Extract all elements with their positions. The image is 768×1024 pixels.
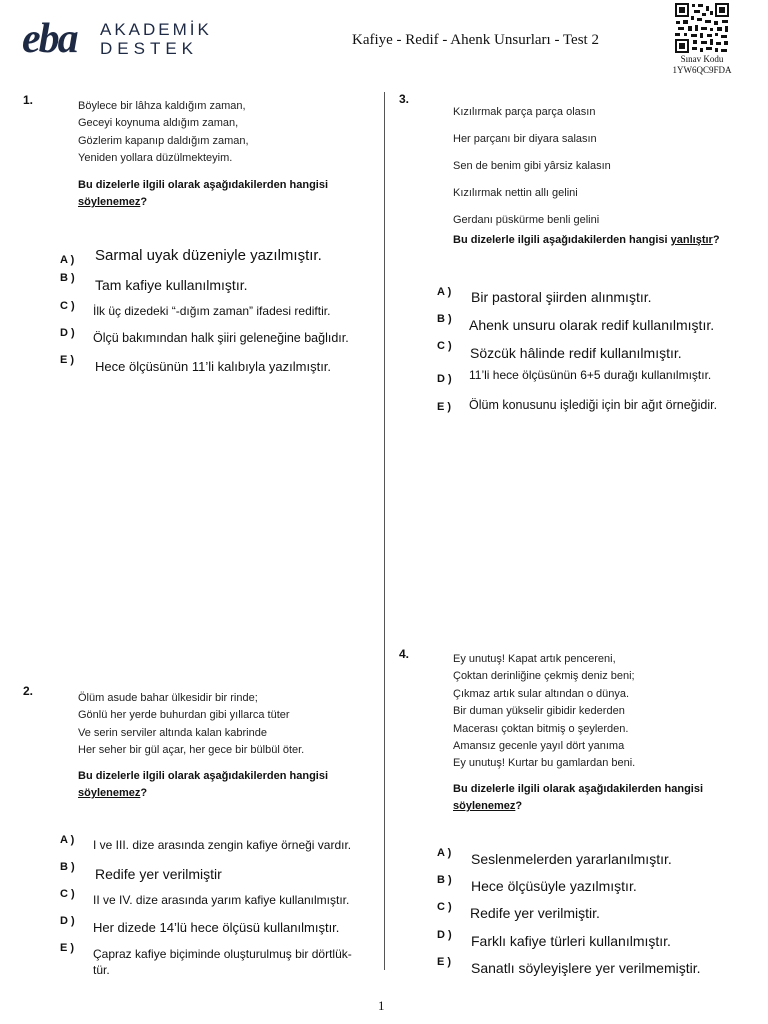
option-letter-d[interactable]: D ) bbox=[60, 327, 75, 339]
stem-line: Her parçanı bir diyara salasın bbox=[453, 133, 597, 145]
stem-line: Macerası çoktan bitmiş o şeylerden. bbox=[453, 722, 629, 735]
stem-line: Her seher bir gül açar, her gece bir bülbül öter. bbox=[78, 744, 305, 757]
option-letter-b[interactable]: B ) bbox=[437, 874, 452, 886]
stem-line: Sen de benim gibi yârsiz kalasın bbox=[453, 160, 611, 172]
option-c-text[interactable]: İlk üç dizedeki “-dığım zaman” ifadesi rediftir. bbox=[93, 304, 331, 318]
question-prompt: Bu dizelerle ilgili olarak aşağıdakilerden hangisi söylenemez? bbox=[78, 179, 329, 208]
option-letter-c[interactable]: C ) bbox=[60, 300, 75, 312]
question-number: 2. bbox=[23, 684, 34, 698]
qr-code-icon bbox=[674, 2, 730, 54]
stem-line: Gözlerim kapanıp daldığım zaman, bbox=[78, 134, 249, 147]
option-letter-e[interactable]: E ) bbox=[60, 354, 75, 366]
option-d-text[interactable]: Ölçü bakımından halk şiiri geleneğine bağlıdır. bbox=[93, 331, 349, 345]
stem-line: Çıkmaz artık sular altından o dünya. bbox=[453, 687, 630, 700]
option-b-text[interactable]: Redife yer verilmiştir bbox=[95, 866, 222, 882]
question-number: 1. bbox=[23, 93, 34, 107]
option-letter-e[interactable]: E ) bbox=[437, 401, 452, 413]
option-c-text[interactable]: II ve IV. dize arasında yarım kafiye kullanılmıştır. bbox=[93, 893, 350, 907]
option-letter-c[interactable]: C ) bbox=[437, 340, 452, 352]
stem-line: Geceyi koynuma aldığım zaman, bbox=[78, 117, 239, 130]
option-a-text[interactable]: Seslenmelerden yararlanılmıştır. bbox=[471, 851, 672, 867]
option-d-text[interactable]: 11’li hece ölçüsünün 6+5 durağı kullanılmıştır. bbox=[469, 368, 712, 382]
option-b-text[interactable]: Hece ölçüsüyle yazılmıştır. bbox=[471, 878, 637, 894]
question-prompt: Bu dizelerle ilgili olarak aşağıdakilerden hangisi söylenemez? bbox=[453, 783, 704, 812]
option-a-text[interactable]: I ve III. dize arasında zengin kafiye örneği vardır. bbox=[93, 838, 352, 852]
option-b-text[interactable]: Ahenk unsuru olarak redif kullanılmıştır. bbox=[469, 317, 715, 333]
page-title: Kafiye - Redif - Ahenk Unsurları - Test 2 bbox=[352, 32, 599, 48]
stem-line: Böylece bir lâhza kaldığım zaman, bbox=[78, 100, 246, 112]
stem-line: Yeniden yollara düzülmekteyim. bbox=[78, 152, 233, 165]
stem-line: Ey unutuş! Kurtar bu gamlardan beni. bbox=[453, 757, 636, 770]
option-letter-a[interactable]: A ) bbox=[437, 286, 452, 298]
option-letter-a[interactable]: A ) bbox=[60, 254, 75, 266]
option-d-text[interactable]: Farklı kafiye türleri kullanılmıştır. bbox=[471, 933, 671, 949]
stem-line: Kızılırmak nettin allı gelini bbox=[453, 187, 578, 199]
stem-line: Gönlü her yerde buhurdan gibi yıllarca tüter bbox=[78, 709, 290, 722]
question-number: 4. bbox=[399, 647, 410, 661]
option-b-text[interactable]: Tam kafiye kullanılmıştır. bbox=[95, 277, 248, 293]
option-c-text[interactable]: Redife yer verilmiştir. bbox=[470, 905, 600, 921]
question-prompt: Bu dizelerle ilgili olarak aşağıdakilerden hangisi söylenemez? bbox=[78, 770, 329, 799]
column-divider bbox=[384, 92, 385, 970]
exam-code-value: 1YW6QC9FDA bbox=[672, 65, 732, 75]
page-number: 1 bbox=[378, 998, 385, 1013]
logo-akademik-destek bbox=[100, 20, 212, 58]
logo-line-1: AKADEMİK bbox=[100, 20, 212, 39]
option-letter-a[interactable]: A ) bbox=[60, 834, 75, 846]
stem-line: Ölüm asude bahar ülkesidir bir rinde; bbox=[78, 692, 258, 704]
question-prompt: Bu dizelerle ilgili aşağıdakilerden hangisi yanlıştır? bbox=[453, 234, 720, 246]
logo-eba: eba bbox=[22, 16, 77, 62]
option-letter-e[interactable]: E ) bbox=[437, 956, 452, 968]
question-number: 3. bbox=[399, 92, 410, 106]
option-d-text[interactable]: Her dizede 14’lü hece ölçüsü kullanılmıştır. bbox=[93, 920, 340, 935]
option-e-text[interactable]: Hece ölçüsünün 11’li kalıbıyla yazılmıştır. bbox=[95, 359, 332, 374]
stem-line: Gerdanı püskürme benli gelini bbox=[453, 214, 600, 226]
question-stem bbox=[453, 99, 611, 234]
question-stem bbox=[78, 98, 249, 168]
option-e-text[interactable]: Sanatlı söyleyişlere yer verilmemiştir. bbox=[471, 960, 701, 976]
option-letter-b[interactable]: B ) bbox=[60, 272, 75, 284]
option-a-text[interactable]: Sarmal uyak düzeniyle yazılmıştır. bbox=[95, 247, 322, 264]
exam-code bbox=[668, 54, 736, 76]
stem-line: Amansız gecenle yayıl dört yanıma bbox=[453, 739, 625, 752]
option-letter-d[interactable]: D ) bbox=[60, 915, 75, 927]
question-stem bbox=[78, 690, 304, 760]
option-c-text[interactable]: Sözcük hâlinde redif kullanılmıştır. bbox=[470, 345, 682, 361]
exam-code-label: Sınav Kodu bbox=[680, 54, 724, 64]
stem-line: Kızılırmak parça parça olasın bbox=[453, 106, 596, 118]
option-letter-c[interactable]: C ) bbox=[60, 888, 75, 900]
option-letter-d[interactable]: D ) bbox=[437, 373, 452, 385]
stem-line: Çoktan derinliğine çekmiş deniz beni; bbox=[453, 670, 635, 683]
stem-line: Ey unutuş! Kapat artık pencereni, bbox=[453, 653, 616, 665]
stem-line: Bir duman yükselir gibidir kederden bbox=[453, 705, 625, 718]
option-a-text[interactable]: Bir pastoral şiirden alınmıştır. bbox=[471, 289, 652, 305]
stem-line: Ve serin serviler altında kalan kabrinde bbox=[78, 726, 267, 739]
option-e-text[interactable]: Çapraz kafiye biçiminde oluşturulmuş bir dörtlük- tür. bbox=[93, 947, 352, 977]
option-letter-b[interactable]: B ) bbox=[437, 313, 452, 325]
question-stem bbox=[453, 651, 635, 773]
logo-line-2: DESTEK bbox=[100, 39, 199, 58]
option-letter-a[interactable]: A ) bbox=[437, 847, 452, 859]
option-letter-d[interactable]: D ) bbox=[437, 929, 452, 941]
option-letter-b[interactable]: B ) bbox=[60, 861, 75, 873]
option-e-text[interactable]: Ölüm konusunu işlediği için bir ağıt örneğidir. bbox=[469, 398, 718, 412]
option-letter-e[interactable]: E ) bbox=[60, 942, 75, 954]
option-letter-c[interactable]: C ) bbox=[437, 901, 452, 913]
